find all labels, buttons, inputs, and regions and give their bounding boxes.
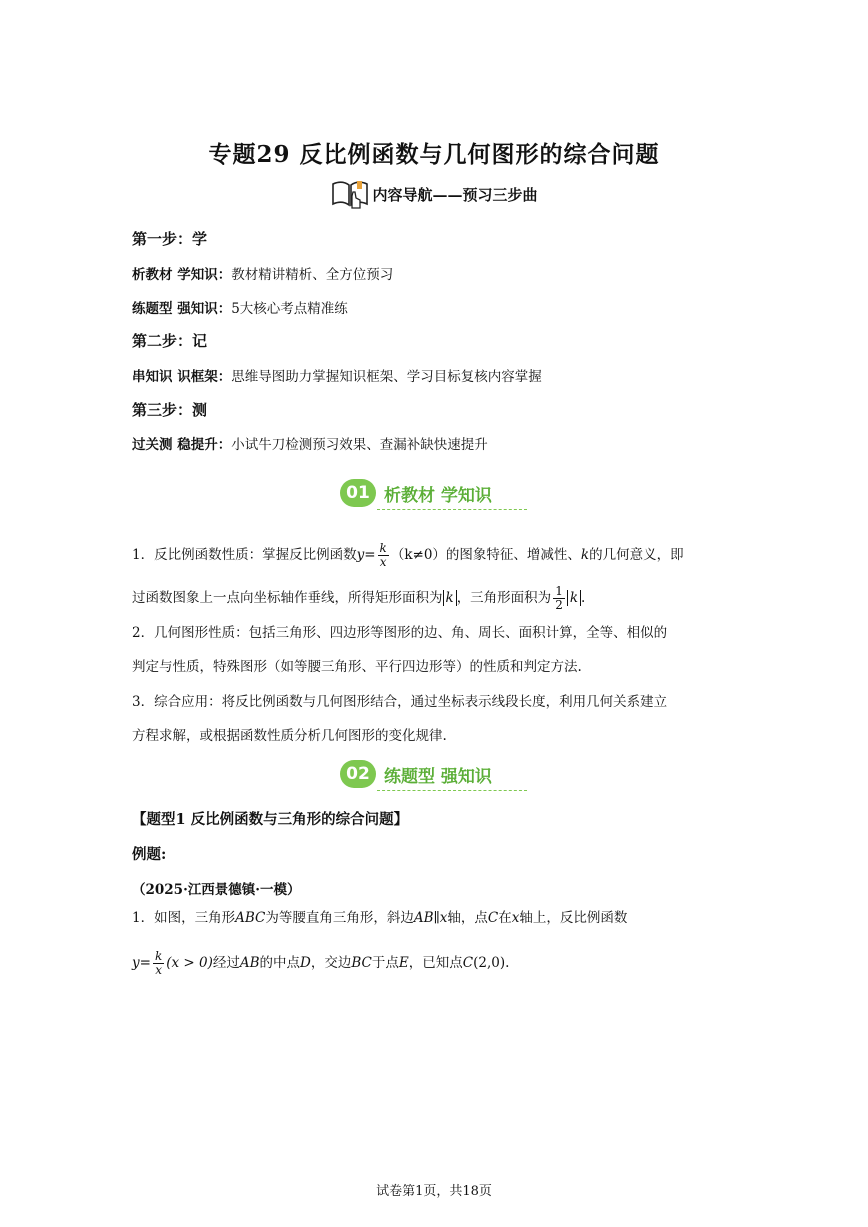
section-number-badge: 01 bbox=[340, 479, 376, 507]
knowledge-point-1-line-2: 过函数图象上一点向坐标轴作垂线，所得矩形面积为 k ，三角形面积为 $\frac{1}{2}$ k . bbox=[132, 584, 586, 613]
section-divider bbox=[377, 509, 527, 510]
question-1-line-1: 1．如图，三角形ABC为等腰直角三角形，斜边AB∥x轴，点C在x轴上，反比例函数 bbox=[132, 910, 628, 926]
step-2-item-1: 串知识 识框架：思维导图助力掌握知识框架、学习目标复核内容掌握 bbox=[132, 369, 542, 385]
content-navigation-header bbox=[0, 178, 868, 210]
section-01-header bbox=[340, 479, 492, 507]
knowledge-point-2-line-1: 2．几何图形性质：包括三角形、四边形等图形的边、角、周长、面积计算，全等、相似的 bbox=[132, 625, 668, 641]
step-1-heading: 第一步：学 bbox=[132, 230, 208, 248]
section-02-header bbox=[340, 760, 492, 788]
step-1-item-2: 练题型 强知识：5大核心考点精准练 bbox=[132, 301, 348, 317]
knowledge-point-2-line-2: 判定与性质，特殊图形（如等腰三角形、平行四边形等）的性质和判定方法. bbox=[132, 659, 582, 675]
knowledge-point-3-line-1: 3．综合应用：将反比例函数与几何图形结合，通过坐标表示线段长度，利用几何关系建立 bbox=[132, 694, 668, 710]
section-label: 练题型 强知识 bbox=[384, 766, 492, 787]
section-label: 析教材 学知识 bbox=[384, 485, 492, 506]
page-title: 专题29 反比例函数与几何图形的综合问题 bbox=[208, 141, 660, 168]
question-source: （2025·江西景德镇·一模） bbox=[132, 882, 301, 898]
section-divider bbox=[377, 790, 527, 791]
step-1-item-1: 析教材 学知识：教材精讲精析、全方位预习 bbox=[132, 267, 394, 283]
question-type-title: 【题型1 反比例函数与三角形的综合问题】 bbox=[132, 811, 409, 828]
book-hand-icon bbox=[330, 178, 370, 210]
page-footer: 试卷第1页，共18页 bbox=[376, 1184, 492, 1199]
example-label: 例题: bbox=[132, 846, 167, 863]
step-2-heading: 第二步：记 bbox=[132, 332, 208, 350]
knowledge-point-3-line-2: 方程求解，或根据函数性质分析几何图形的变化规律. bbox=[132, 728, 447, 744]
step-3-item-1: 过关测 稳提升：小试牛刀检测预习效果、查漏补缺快速提升 bbox=[132, 437, 488, 453]
knowledge-point-1-line-1: 1．反比例函数性质：掌握反比例函数y= $\frac{k}{x}$ （k≠0）的图象特征、增减性、k的几何意义，即 bbox=[132, 541, 684, 570]
section-number-badge: 02 bbox=[340, 760, 376, 788]
step-3-heading: 第三步：测 bbox=[132, 401, 208, 419]
navigation-label: 内容导航——预习三步曲 bbox=[372, 185, 538, 204]
question-1-line-2: y= $\frac{k}{x}$ (x > 0)经过AB的中点D，交边BC于点E，已知点C(2,0). bbox=[132, 949, 510, 978]
